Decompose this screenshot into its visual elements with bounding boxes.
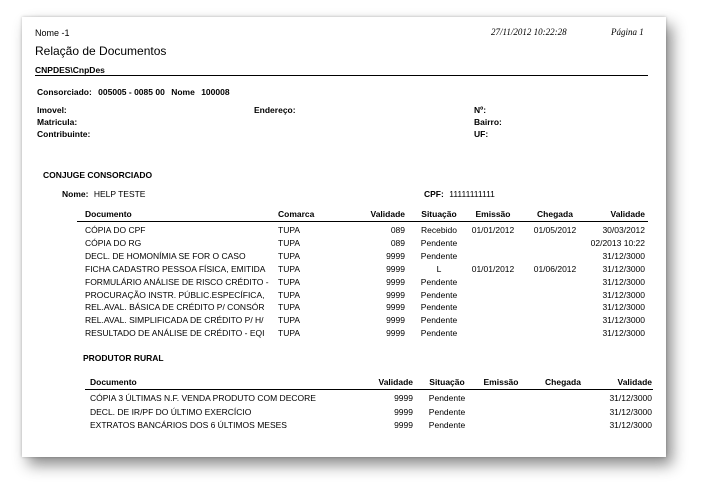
produtor-header-divider <box>85 389 653 390</box>
conjuge-col-header: Validade <box>370 209 405 219</box>
conjuge-cell-validade: 089 <box>390 237 405 248</box>
conjuge-header-divider <box>77 221 648 222</box>
consorciado-nome-value: 100008 <box>201 87 230 97</box>
report-name: Nome -1 <box>35 28 70 38</box>
produtor-col-header: Situação <box>429 377 465 387</box>
imovel-label: Imovel: <box>37 105 67 115</box>
conjuge-col-header: Emissão <box>475 209 511 219</box>
uf-label: UF: <box>474 129 489 139</box>
conjuge-cell-documento: RESULTADO DE ANÁLISE DE CRÉDITO - EQI <box>85 328 265 339</box>
title-divider <box>35 75 648 76</box>
conjuge-cell-situacao: L <box>436 263 442 274</box>
conjuge-col-header: Comarca <box>278 209 315 219</box>
conjuge-cell-comarca: TUPA <box>278 276 301 287</box>
produtor-cell-validade: 9999 <box>394 393 413 403</box>
produtor-cell-validade-data: 31/12/3000 <box>609 393 652 403</box>
conjuge-cell-situacao: Pendente <box>420 250 458 261</box>
report-path: CNPDES\CnpDes <box>35 65 105 75</box>
consorciado-line <box>37 87 230 97</box>
conjuge-cell-comarca: TUPA <box>278 225 301 235</box>
conjuge-cell-documento: CÓPIA DO RG <box>85 237 142 248</box>
conjuge-cell-documento: CÓPIA DO CPF <box>85 225 146 235</box>
conjuge-cell-validade: 9999 <box>386 250 405 261</box>
produtor-cell-validade-data: 31/12/3000 <box>609 406 652 417</box>
conjuge-cell-emissao: 01/01/2012 <box>471 225 515 235</box>
conjuge-cell-validade: 9999 <box>386 289 405 300</box>
conjuge-cell-validade-data: 31/12/3000 <box>602 289 645 300</box>
produtor-cell-documento: DECL. DE IR/PF DO ÚLTIMO EXERCÍCIO <box>90 406 252 417</box>
conjuge-cell-emissao: 01/01/2012 <box>471 263 515 274</box>
conjuge-cell-validade: 9999 <box>386 328 405 339</box>
conjuge-cell-comarca: TUPA <box>278 302 301 313</box>
conjuge-cell-documento: REL.AVAL. SIMPLIFICADA DE CRÉDITO P/ H/ <box>85 315 264 326</box>
conjuge-cell-comarca: TUPA <box>278 289 301 300</box>
conjuge-cell-validade: 9999 <box>386 302 405 313</box>
conjuge-cell-documento: DECL. DE HOMONÍMIA SE FOR O CASO <box>85 250 246 261</box>
conjuge-cell-situacao: Pendente <box>420 328 458 339</box>
conjuge-cpf-line <box>424 189 495 199</box>
conjuge-cell-situacao: Pendente <box>420 302 458 313</box>
conjuge-cell-validade-data: 31/12/3000 <box>602 302 645 313</box>
consorciado-nome-label: Nome <box>171 87 195 97</box>
conjuge-col-header: Documento <box>85 209 132 219</box>
produtor-cell-situacao: Pendente <box>428 420 466 430</box>
conjuge-cell-comarca: TUPA <box>278 328 301 339</box>
conjuge-cell-comarca: TUPA <box>278 237 301 248</box>
conjuge-cell-comarca: TUPA <box>278 315 301 326</box>
conjuge-nome-line <box>62 189 145 199</box>
produtor-cell-validade-data: 31/12/3000 <box>609 420 652 430</box>
conjuge-cell-situacao: Pendente <box>420 315 458 326</box>
conjuge-cell-validade-data: 31/12/3000 <box>602 250 645 261</box>
conjuge-cell-validade-data: 31/12/3000 <box>602 328 645 339</box>
consorciado-label: Consorciado: <box>37 87 92 97</box>
produtor-col-header: Emissão <box>483 377 519 387</box>
conjuge-nome-value: HELP TESTE <box>93 189 146 199</box>
produtor-col-header: Chegada <box>545 377 581 387</box>
conjuge-cpf-value: 11111111111 <box>449 189 495 199</box>
bairro-label: Bairro: <box>474 117 502 127</box>
contribuinte-label: Contribuinte: <box>37 129 91 139</box>
conjuge-cell-documento: FICHA CADASTRO PESSOA FÍSICA, EMITIDA <box>85 263 266 274</box>
produtor-cell-documento: EXTRATOS BANCÁRIOS DOS 6 ÚLTIMOS MESES <box>90 420 287 430</box>
conjuge-cell-validade-data: 30/03/2012 <box>602 225 645 235</box>
endereco-label: Endereço: <box>254 105 296 115</box>
produtor-cell-documento: CÓPIA 3 ÚLTIMAS N.F. VENDA PRODUTO COM DECORE <box>90 393 316 403</box>
matricula-label: Matricula: <box>37 117 78 127</box>
produtor-cell-situacao: Pendente <box>428 393 466 403</box>
conjuge-cell-validade: 9999 <box>386 263 405 274</box>
produtor-col-header: Validade <box>378 377 413 387</box>
produtor-cell-validade: 9999 <box>394 420 413 430</box>
conjuge-cell-situacao: Recebido <box>421 225 457 235</box>
numero-label: Nº: <box>474 105 487 115</box>
conjuge-section-title: CONJUGE CONSORCIADO <box>43 170 153 180</box>
page-number: Página 1 <box>611 27 644 37</box>
conjuge-cell-comarca: TUPA <box>278 263 301 274</box>
conjuge-cpf-label: CPF: <box>424 189 444 199</box>
conjuge-cell-chegada: 01/05/2012 <box>533 225 577 235</box>
produtor-col-header: Documento <box>90 377 137 387</box>
report-datetime: 27/11/2012 10:22:28 <box>491 27 567 37</box>
conjuge-cell-validade: 9999 <box>386 315 405 326</box>
produtor-col-header: Validade <box>617 377 652 387</box>
page-title: Relação de Documentos <box>35 44 167 58</box>
conjuge-cell-validade: 089 <box>390 225 405 235</box>
conjuge-col-header: Situação <box>421 209 457 219</box>
conjuge-cell-validade: 9999 <box>386 276 405 287</box>
produtor-section-title: PRODUTOR RURAL <box>83 353 164 363</box>
conjuge-cell-chegada: 01/06/2012 <box>533 263 577 274</box>
report-page <box>22 17 666 457</box>
conjuge-cell-documento: REL.AVAL. BÁSICA DE CRÉDITO P/ CONSÓR <box>85 302 265 313</box>
conjuge-col-header: Validade <box>610 209 645 219</box>
conjuge-cell-situacao: Pendente <box>420 289 458 300</box>
produtor-cell-validade: 9999 <box>394 406 413 417</box>
conjuge-cell-situacao: Pendente <box>420 276 458 287</box>
conjuge-cell-validade-data: 31/12/3000 <box>602 315 645 326</box>
conjuge-cell-validade-data: 31/12/3000 <box>602 263 645 274</box>
conjuge-cell-documento: PROCURAÇÃO INSTR. PÚBLIC.ESPECÍFICA, <box>85 289 265 300</box>
conjuge-cell-validade-data: 02/2013 10:22 <box>590 237 645 248</box>
conjuge-col-header: Chegada <box>537 209 573 219</box>
conjuge-cell-comarca: TUPA <box>278 250 301 261</box>
conjuge-cell-documento: FORMULÁRIO ANÁLISE DE RISCO CRÉDITO - <box>85 276 269 287</box>
conjuge-nome-label: Nome: <box>62 189 89 199</box>
consorciado-value: 005005 - 0085 00 <box>98 87 165 97</box>
conjuge-cell-validade-data: 31/12/3000 <box>602 276 645 287</box>
conjuge-cell-situacao: Pendente <box>420 237 458 248</box>
produtor-cell-situacao: Pendente <box>428 406 466 417</box>
